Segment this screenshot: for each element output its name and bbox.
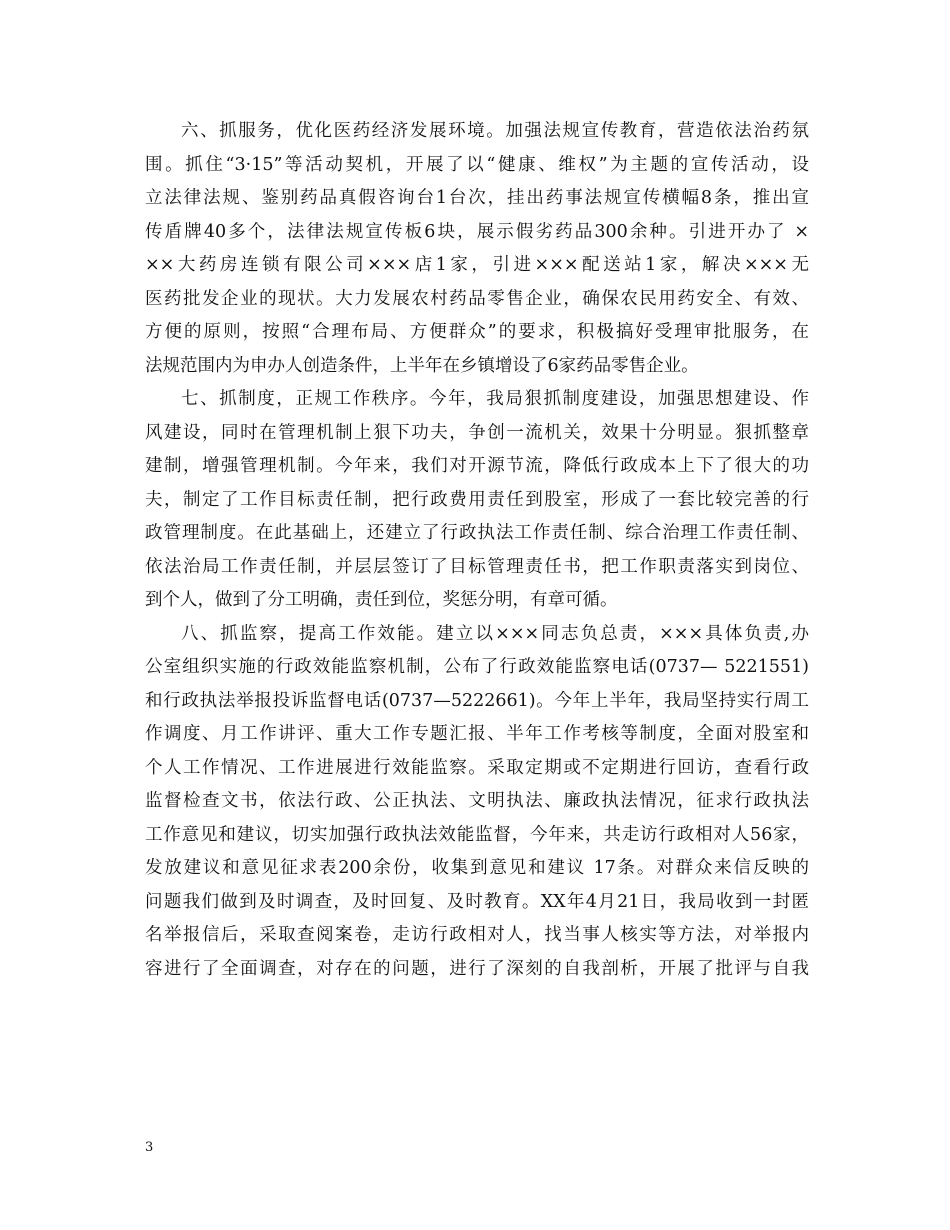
text-line: 个人工作情况、工作进展进行效能监察。采取定期或不定期进行回访，查看行政 (145, 757, 809, 778)
text-line: 监督检查文书，依法行政、公正执法、文明执法、廉政执法情况，征求行政执法 (145, 791, 809, 811)
text-line: 六、抓服务，优化医药经济发展环境。加强法规宣传教育，营造依法治药氛 (181, 121, 809, 141)
text-line: ××大药房连锁有限公司×××店1家，引进×××配送站1家，解决×××无 (145, 255, 809, 275)
text-line: 到个人，做到了分工明确，责任到位，奖惩分明，有章可循。 (145, 590, 618, 610)
text-line: 名举报信后，采取查阅案卷，走访行政相对人，找当事人核实等方法，对举报内 (145, 925, 809, 945)
text-line: 问题我们做到及时调查，及时回复、及时教育。XX年4月21日，我局收到一封匿 (145, 891, 809, 912)
text-line: 和行政执法举报投诉监督电话(0737—5222661)。今年上半年，我局坚持实行周工 (145, 690, 809, 711)
text-line: 风建设，同时在管理机制上狠下功夫，争创一流机关，效果十分明显。狠抓整章 (145, 422, 809, 443)
paragraph-section-8 (145, 618, 809, 987)
text-line: 依法治局工作责任制，并层层签订了目标管理责任书，把工作职责落实到岗位、 (145, 556, 809, 577)
text-line: 八、抓监察，提高工作效能。建立以×××同志负总责，×××具体负责,办 (181, 623, 809, 644)
text-line: 建制，增强管理机制。今年来，我们对开源节流，降低行政成本上下了很大的功 (145, 456, 809, 476)
paragraph-section-6 (145, 115, 809, 383)
text-line: 传盾牌40多个，法律法规宣传板6块，展示假劣药品300余种。引进开办了 × (145, 221, 809, 242)
text-line: 政管理制度。在此基础上，还建立了行政执法工作责任制、综合治理工作责任制、 (145, 523, 809, 543)
text-line: 围。抓住“3·15”等活动契机，开展了以“健康、维权”为主题的宣传活动，设 (145, 154, 809, 175)
text-line: 工作意见和建议，切实加强行政执法效能监督，今年来，共走访行政相对人56家， (145, 824, 809, 845)
page-number: 3 (145, 1140, 154, 1155)
text-line: 立法律法规、鉴别药品真假咨询台1台次，挂出药事法规宣传横幅8条，推出宣 (145, 188, 809, 208)
text-line: 夫，制定了工作目标责任制，把行政费用责任到股室，形成了一套比较完善的行 (145, 489, 809, 510)
text-line: 发放建议和意见征求表200余份，收集到意见和建议 17条。对群众来信反映的 (145, 858, 809, 878)
text-line: 作调度、月工作讲评、重大工作专题汇报、半年工作考核等制度，全面对股室和 (145, 724, 809, 744)
text-line: 医药批发企业的现状。大力发展农村药品零售企业，确保农民用药安全、有效、 (145, 288, 809, 309)
text-line: 法规范围内为申办人创造条件，上半年在乡镇增设了6家药品零售企业。 (145, 355, 699, 376)
body-text (145, 115, 809, 986)
text-line: 七、抓制度，正规工作秩序。今年，我局狠抓制度建设，加强思想建设、作 (181, 389, 809, 409)
paragraph-section-7 (145, 383, 809, 618)
text-line: 方便的原则，按照“合理布局、方便群众”的要求，积极搞好受理审批服务，在 (145, 322, 809, 342)
text-line: 公室组织实施的行政效能监察机制，公布了行政效能监察电话(0737— 5221551) (145, 657, 809, 677)
text-line: 容进行了全面调查，对存在的问题，进行了深刻的自我剖析，开展了批评与自我 (145, 958, 809, 979)
